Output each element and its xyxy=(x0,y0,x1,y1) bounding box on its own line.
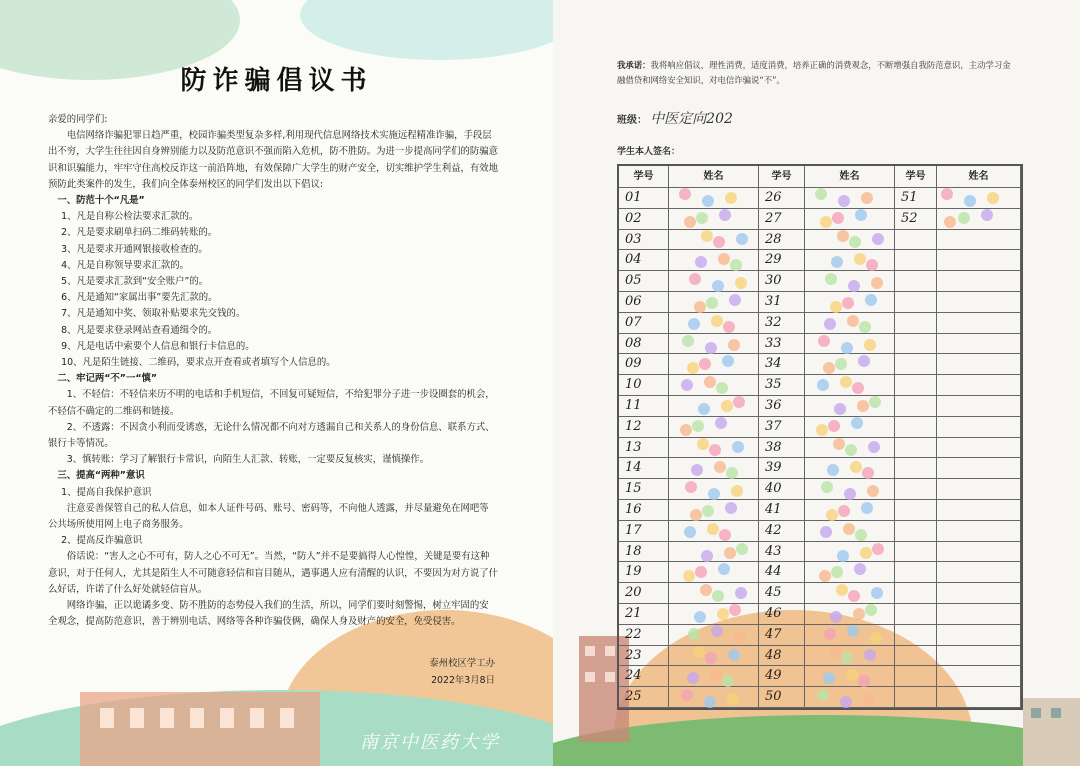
name-cell xyxy=(937,230,1021,251)
name-cell xyxy=(805,500,895,521)
privacy-flower-decoration xyxy=(705,342,717,354)
privacy-flower-decoration xyxy=(870,632,882,644)
student-id-cell xyxy=(895,250,937,271)
privacy-flower-decoration xyxy=(680,424,692,436)
student-id-cell: 31 xyxy=(759,292,805,313)
privacy-flower-decoration xyxy=(861,502,873,514)
student-id-cell xyxy=(895,458,937,479)
privacy-flower-decoration xyxy=(861,192,873,204)
privacy-flower-decoration xyxy=(690,509,702,521)
class-value: 中医定向202 xyxy=(650,111,733,127)
privacy-flower-decoration xyxy=(864,339,876,351)
privacy-flower-decoration xyxy=(824,318,836,330)
header-student-id: 学号 xyxy=(759,166,805,188)
privacy-flower-decoration xyxy=(820,216,832,228)
privacy-flower-decoration xyxy=(684,526,696,538)
privacy-flower-decoration xyxy=(851,417,863,429)
student-id-cell: 35 xyxy=(759,375,805,396)
name-cell xyxy=(937,354,1021,375)
student-id-cell: 36 xyxy=(759,396,805,417)
signature: 泰州校区学工办 xyxy=(429,658,495,669)
student-id-cell: 08 xyxy=(619,334,669,355)
privacy-flower-decoration xyxy=(869,396,881,408)
student-id-cell xyxy=(895,230,937,251)
section-heading: 三、提高“两种”意识 xyxy=(57,470,145,482)
name-cell xyxy=(937,521,1021,542)
privacy-flower-decoration xyxy=(717,608,729,620)
decor-blob-teal xyxy=(300,0,553,60)
student-id-cell: 49 xyxy=(759,666,805,687)
name-cell xyxy=(669,500,759,521)
student-id-cell: 30 xyxy=(759,271,805,292)
student-id-cell xyxy=(895,646,937,667)
subheading: 2、提高反诈骗意识 xyxy=(61,535,143,547)
student-id-cell xyxy=(895,271,937,292)
student-id-cell: 46 xyxy=(759,604,805,625)
privacy-flower-decoration xyxy=(723,321,735,333)
paragraph: 3、慎转账：学习了解银行卡常识，向陌生人汇款、转账，一定要反复核实，谨慎操作。 xyxy=(66,454,430,466)
privacy-flower-decoration xyxy=(688,628,700,640)
privacy-flower-decoration xyxy=(728,649,740,661)
name-cell xyxy=(669,250,759,271)
privacy-flower-decoration xyxy=(981,209,993,221)
privacy-flower-decoration xyxy=(724,547,736,559)
page-title: 防诈骗倡议书 xyxy=(180,66,373,96)
student-id-cell: 39 xyxy=(759,458,805,479)
name-cell xyxy=(669,604,759,625)
header-name: 姓名 xyxy=(669,166,759,188)
student-id-cell: 50 xyxy=(759,687,805,708)
student-id-cell: 32 xyxy=(759,313,805,334)
student-id-cell: 12 xyxy=(619,417,669,438)
name-cell xyxy=(669,396,759,417)
name-cell xyxy=(937,438,1021,459)
privacy-flower-decoration xyxy=(941,188,953,200)
pledge-statement xyxy=(617,58,1017,88)
privacy-flower-decoration xyxy=(734,632,746,644)
class-line xyxy=(617,108,733,128)
signature-table xyxy=(617,164,1023,710)
student-id-cell: 03 xyxy=(619,230,669,251)
privacy-flower-decoration xyxy=(698,403,710,415)
privacy-flower-decoration xyxy=(830,301,842,313)
name-cell xyxy=(937,542,1021,563)
pledge-label: 我承诺： xyxy=(617,60,651,70)
signature-label: 学生本人签名： xyxy=(617,147,681,157)
student-id-cell xyxy=(895,562,937,583)
student-id-cell: 23 xyxy=(619,646,669,667)
student-id-cell xyxy=(895,292,937,313)
list-item: 10、凡是陌生链接、二维码，要求点开查看或者填写个人信息的。 xyxy=(61,357,336,369)
privacy-flower-decoration xyxy=(842,297,854,309)
name-cell xyxy=(937,458,1021,479)
student-id-cell: 45 xyxy=(759,583,805,604)
student-id-cell: 20 xyxy=(619,583,669,604)
student-id-cell: 38 xyxy=(759,438,805,459)
privacy-flower-decoration xyxy=(702,195,714,207)
subheading: 1、提高自我保护意识 xyxy=(61,486,152,498)
privacy-flower-decoration xyxy=(847,625,859,637)
section-heading: 二、牢记两“不”一“慎” xyxy=(57,373,158,385)
name-cell xyxy=(937,562,1021,583)
student-id-cell: 02 xyxy=(619,209,669,230)
privacy-flower-decoration xyxy=(693,646,705,658)
privacy-flower-decoration xyxy=(855,209,867,221)
name-cell xyxy=(805,354,895,375)
student-id-cell: 07 xyxy=(619,313,669,334)
paragraph: 1、不轻信：不轻信来历不明的电话和手机短信，不回复可疑短信，不给犯罪分子进一步设圈套的机会，不轻信不确定的二维码和链接。 xyxy=(48,389,495,417)
student-id-cell: 28 xyxy=(759,230,805,251)
student-id-cell xyxy=(895,604,937,625)
privacy-flower-decoration xyxy=(837,230,849,242)
privacy-flower-decoration xyxy=(684,216,696,228)
student-id-cell xyxy=(895,354,937,375)
student-id-cell: 15 xyxy=(619,479,669,500)
header-name: 姓名 xyxy=(805,166,895,188)
privacy-flower-decoration xyxy=(872,233,884,245)
privacy-flower-decoration xyxy=(818,335,830,347)
name-cell xyxy=(937,625,1021,646)
proposal-body xyxy=(48,112,498,631)
privacy-flower-decoration xyxy=(865,294,877,306)
student-id-cell: 19 xyxy=(619,562,669,583)
student-id-cell xyxy=(895,417,937,438)
privacy-flower-decoration xyxy=(696,212,708,224)
privacy-flower-decoration xyxy=(736,233,748,245)
privacy-flower-decoration xyxy=(857,400,869,412)
student-id-cell xyxy=(895,583,937,604)
list-item: 7、凡是通知中奖、领取补贴要求先交钱的。 xyxy=(61,308,246,320)
privacy-flower-decoration xyxy=(845,444,857,456)
privacy-flower-decoration xyxy=(711,625,723,637)
privacy-flower-decoration xyxy=(701,230,713,242)
privacy-flower-decoration xyxy=(694,611,706,623)
date: 2022年3月8日 xyxy=(431,675,495,686)
student-id-cell: 25 xyxy=(619,687,669,708)
name-cell xyxy=(805,396,895,417)
student-id-cell: 43 xyxy=(759,542,805,563)
privacy-flower-decoration xyxy=(872,543,884,555)
privacy-flower-decoration xyxy=(709,444,721,456)
privacy-flower-decoration xyxy=(725,502,737,514)
privacy-flower-decoration xyxy=(715,417,727,429)
student-id-cell xyxy=(895,521,937,542)
privacy-flower-decoration xyxy=(719,209,731,221)
student-id-cell: 04 xyxy=(619,250,669,271)
privacy-flower-decoration xyxy=(843,523,855,535)
name-cell xyxy=(937,604,1021,625)
student-id-cell: 18 xyxy=(619,542,669,563)
student-id-cell xyxy=(895,687,937,708)
student-id-cell: 11 xyxy=(619,396,669,417)
greeting: 亲爱的同学们: xyxy=(48,114,108,125)
building-illustration xyxy=(1023,692,1080,766)
privacy-flower-decoration xyxy=(837,550,849,562)
privacy-flower-decoration xyxy=(828,420,840,432)
privacy-flower-decoration xyxy=(702,505,714,517)
privacy-flower-decoration xyxy=(705,652,717,664)
intro-paragraph: 电信网络诈骗犯罪日趋严重，校园诈骗类型复杂多样,利用现代信息网络技术实施远程精准诈骗，手段层出不穷，大学生往往因自身辨别能力以及防范意识不强而陷入危机，防不胜防。为进一步提高同学们的防骗意识和识骗能力，牢牢守住高校反诈这一前沿阵地，有效保障广大学生的财产安全，切实维护学生利益，有效地预防此类案件的发生，我们向全体泰州校区的同学们发出以下倡议: xyxy=(48,130,499,190)
student-id-cell: 34 xyxy=(759,354,805,375)
list-item: 6、凡是通知“家属出事”要先汇款的。 xyxy=(61,292,218,304)
student-id-cell: 52 xyxy=(895,209,937,230)
student-id-cell: 47 xyxy=(759,625,805,646)
student-id-cell: 06 xyxy=(619,292,669,313)
name-cell xyxy=(937,396,1021,417)
list-item: 2、凡是要求刷单扫码二维码转账的。 xyxy=(61,227,218,239)
campus-building-illustration xyxy=(70,684,340,766)
list-item: 3、凡是要求开通网银接收检查的。 xyxy=(61,243,208,255)
student-id-cell: 44 xyxy=(759,562,805,583)
class-label: 班级： xyxy=(617,115,647,126)
privacy-flower-decoration xyxy=(682,335,694,347)
header-name: 姓名 xyxy=(937,166,1021,188)
privacy-flower-decoration xyxy=(833,438,845,450)
student-id-cell xyxy=(895,500,937,521)
name-cell xyxy=(937,292,1021,313)
student-id-cell: 33 xyxy=(759,334,805,355)
privacy-flower-decoration xyxy=(865,604,877,616)
student-id-cell: 51 xyxy=(895,188,937,209)
name-cell xyxy=(669,354,759,375)
privacy-flower-decoration xyxy=(859,321,871,333)
university-logo-text: 南京中医药大学 xyxy=(360,732,500,753)
student-id-cell: 17 xyxy=(619,521,669,542)
privacy-flower-decoration xyxy=(853,608,865,620)
section-heading: 一、防范十个“凡是” xyxy=(57,195,145,207)
name-cell xyxy=(937,313,1021,334)
privacy-flower-decoration xyxy=(834,403,846,415)
privacy-flower-decoration xyxy=(815,188,827,200)
privacy-flower-decoration xyxy=(697,438,709,450)
list-item: 5、凡是要求汇款到“安全账户”的。 xyxy=(61,276,209,288)
name-cell xyxy=(937,583,1021,604)
student-id-cell: 21 xyxy=(619,604,669,625)
privacy-flower-decoration xyxy=(711,315,723,327)
privacy-flower-decoration xyxy=(987,192,999,204)
privacy-flower-decoration xyxy=(713,236,725,248)
list-item: 8、凡是要求登录网站查看通缉令的。 xyxy=(61,324,218,336)
name-cell xyxy=(937,417,1021,438)
student-id-cell: 10 xyxy=(619,375,669,396)
privacy-flower-decoration xyxy=(820,526,832,538)
privacy-flower-decoration xyxy=(694,301,706,313)
signature-sheet-page xyxy=(553,0,1080,766)
student-id-cell: 41 xyxy=(759,500,805,521)
student-id-cell: 16 xyxy=(619,500,669,521)
header-student-id: 学号 xyxy=(895,166,937,188)
privacy-flower-decoration xyxy=(829,646,841,658)
student-id-cell: 24 xyxy=(619,666,669,687)
privacy-flower-decoration xyxy=(860,547,872,559)
student-id-cell xyxy=(895,334,937,355)
paragraph: 2、不透露：不因贪小利而受诱惑，无论什么情况都不向对方透漏自己和关系人的身份信息、联系方式、银行卡等情况。 xyxy=(48,421,495,450)
student-id-cell xyxy=(895,396,937,417)
privacy-flower-decoration xyxy=(868,441,880,453)
privacy-flower-decoration xyxy=(841,342,853,354)
privacy-flower-decoration xyxy=(729,294,741,306)
student-id-cell xyxy=(895,625,937,646)
privacy-flower-decoration xyxy=(958,212,970,224)
privacy-flower-decoration xyxy=(841,652,853,664)
privacy-flower-decoration xyxy=(847,315,859,327)
name-cell xyxy=(937,271,1021,292)
student-id-cell: 37 xyxy=(759,417,805,438)
name-cell xyxy=(937,646,1021,667)
privacy-flower-decoration xyxy=(732,441,744,453)
closing-paragraph: 网络诈骗，正以诡谲多变、防不胜防的态势侵入我们的生活，所以，同学们要时刻警惕，树立牢固的安全观念，提高防范意识，善于辨别电话、网络等各种诈骗伎俩，确保人身及财产的安全，免受侵害。 xyxy=(48,600,489,628)
privacy-flower-decoration xyxy=(701,550,713,562)
student-id-cell xyxy=(895,542,937,563)
student-id-cell: 05 xyxy=(619,271,669,292)
student-id-cell: 14 xyxy=(619,458,669,479)
name-cell xyxy=(669,209,759,230)
name-cell xyxy=(937,666,1021,687)
privacy-flower-decoration xyxy=(849,236,861,248)
privacy-flower-decoration xyxy=(816,424,828,436)
paragraph: 注意妥善保管自己的私人信息，如本人证件号码、账号、密码等，不向他人透露，并尽量避免在网吧等公共场所使用网上电子商务服务。 xyxy=(48,502,489,531)
privacy-flower-decoration xyxy=(733,396,745,408)
list-item: 9、凡是电话中索要个人信息和银行卡信息的。 xyxy=(61,340,255,352)
privacy-flower-decoration xyxy=(864,649,876,661)
privacy-flower-decoration xyxy=(826,509,838,521)
privacy-flower-decoration xyxy=(838,195,850,207)
student-id-cell xyxy=(895,375,937,396)
student-id-cell xyxy=(895,313,937,334)
privacy-flower-decoration xyxy=(830,611,842,623)
privacy-flower-decoration xyxy=(688,318,700,330)
privacy-flower-decoration xyxy=(855,529,867,541)
privacy-flower-decoration xyxy=(964,195,976,207)
student-id-cell: 27 xyxy=(759,209,805,230)
name-cell xyxy=(937,687,1021,708)
student-id-cell: 22 xyxy=(619,625,669,646)
name-cell xyxy=(937,500,1021,521)
name-cell xyxy=(805,250,895,271)
name-cell xyxy=(937,334,1021,355)
privacy-flower-decoration xyxy=(721,400,733,412)
privacy-flower-decoration xyxy=(832,212,844,224)
student-id-cell: 29 xyxy=(759,250,805,271)
list-item: 1、凡是自称公检法要求汇款的。 xyxy=(61,211,199,223)
header-student-id: 学号 xyxy=(619,166,669,188)
privacy-flower-decoration xyxy=(706,297,718,309)
student-id-cell: 13 xyxy=(619,438,669,459)
student-id-cell xyxy=(895,438,937,459)
privacy-flower-decoration xyxy=(728,339,740,351)
privacy-flower-decoration xyxy=(725,192,737,204)
name-cell xyxy=(937,479,1021,500)
list-item: 4、凡是自称领导要求汇款的。 xyxy=(61,259,189,271)
student-id-cell: 40 xyxy=(759,479,805,500)
privacy-flower-decoration xyxy=(692,420,704,432)
name-cell xyxy=(937,375,1021,396)
student-id-cell: 09 xyxy=(619,354,669,375)
student-id-cell: 01 xyxy=(619,188,669,209)
privacy-flower-decoration xyxy=(736,543,748,555)
privacy-flower-decoration xyxy=(679,188,691,200)
student-id-cell: 42 xyxy=(759,521,805,542)
name-cell xyxy=(805,209,895,230)
privacy-flower-decoration xyxy=(729,604,741,616)
privacy-flower-decoration xyxy=(824,628,836,640)
name-cell xyxy=(937,250,1021,271)
pledge-text: 我将响应倡议，理性消费，适度消费，培养正确的消费观念，不断增强自我防范意识，主动学习金融借贷和网络安全知识，对电信诈骗说“不”。 xyxy=(617,60,1011,85)
privacy-flower-decoration xyxy=(707,523,719,535)
student-id-cell: 26 xyxy=(759,188,805,209)
student-id-cell xyxy=(895,666,937,687)
privacy-flower-decoration xyxy=(719,529,731,541)
student-id-cell: 48 xyxy=(759,646,805,667)
privacy-flower-decoration xyxy=(838,505,850,517)
name-cell xyxy=(805,604,895,625)
paragraph: 俗话说：“害人之心不可有，防人之心不可无”。当然，“防人”并不是要搞得人心惶惶，关键是要有这种意识，对于任何人，尤其是陌生人不可随意轻信和盲目随从，遇事遇人应有清醒的认识，不要因为对方说了什么好话，许诺了什么好处就轻信盲从。 xyxy=(48,551,499,595)
privacy-flower-decoration xyxy=(944,216,956,228)
student-id-cell xyxy=(895,479,937,500)
